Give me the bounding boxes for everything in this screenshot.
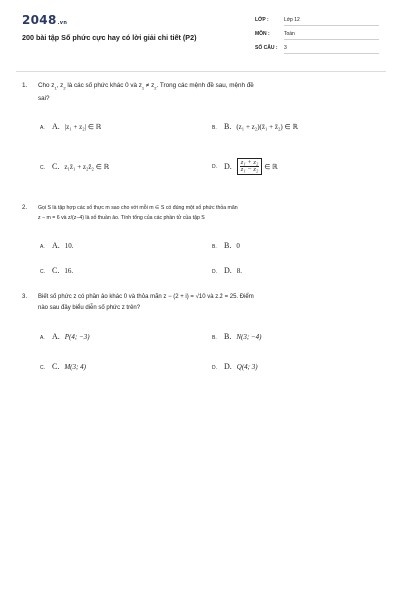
- question-number: 1.: [22, 82, 28, 89]
- option-2a[interactable]: A. A. 10.: [40, 241, 74, 250]
- meta-count: [255, 45, 379, 54]
- option-2c[interactable]: C. C. 16.: [40, 266, 74, 275]
- header-divider: [16, 71, 386, 72]
- option-2b[interactable]: B. B. 0: [212, 241, 240, 250]
- meta-class-label: LỚP :: [255, 17, 269, 23]
- question-text-line2: z − m = 6 và z/(z−4) là số thuần ảo. Tính tổng của các phần tử của tập S: [38, 215, 205, 221]
- question-3: [22, 292, 378, 314]
- option-2d[interactable]: D. D. 8.: [212, 266, 243, 275]
- option-1c[interactable]: C. C. z₁z̄₁ + z₂z̄₂ ∈ ℝ: [40, 162, 110, 171]
- option-1d[interactable]: D. D. $\frac{\text{z₁ + z₂}}{\text{z₁ − z₂}}$ ∈ ℝ: [212, 159, 278, 173]
- logo-main: 2048: [22, 13, 57, 27]
- question-1: [22, 80, 378, 104]
- meta-subject: [255, 31, 379, 40]
- meta-count-label: SỐ CÂU :: [255, 45, 278, 51]
- question-2: [22, 203, 378, 223]
- option-3d[interactable]: D. D. Q(4; 3): [212, 362, 258, 371]
- question-number: 2.: [22, 205, 28, 211]
- option-1a[interactable]: A. A. |z₁ + z₂| ∈ ℝ: [40, 122, 102, 131]
- meta-subject-label: MÔN :: [255, 31, 270, 37]
- page-header: [0, 0, 400, 62]
- site-logo[interactable]: [22, 13, 67, 27]
- question-text-line2: sai?: [38, 95, 50, 103]
- option-3b[interactable]: B. B. N(3; −4): [212, 332, 262, 341]
- question-number: 3.: [22, 294, 28, 300]
- option-3a[interactable]: A. A. P(4; −3): [40, 332, 90, 341]
- meta-count-value: 3: [284, 45, 379, 54]
- option-3c[interactable]: C. C. M(3; 4): [40, 362, 86, 371]
- meta-class: [255, 17, 379, 26]
- fraction-box: $\frac{\text{z₁ + z₂}}{\text{z₁ − z₂}}$: [237, 158, 262, 175]
- meta-subject-value: Toán: [284, 31, 379, 40]
- question-text: Cho $z_1$, $z_2$ là các số phức khác 0 và $z_1 \ne z_2$. Trong các mệnh đề sau, mệnh đề: [38, 82, 254, 91]
- option-1b[interactable]: B. B. (z₁ + z₂)(z̄₁ + z̄₂) ∈ ℝ: [212, 122, 298, 131]
- document-title: 200 bài tập Số phức cực hay có lời giải chi tiết (P2): [22, 33, 197, 42]
- logo-tld: .vn: [57, 20, 68, 26]
- question-text-line2: nào sau đây biểu diễn số phức z trên?: [38, 305, 141, 311]
- question-text: Gọi S là tập hợp các số thực m sao cho với mỗi m ∈ S có đúng một số phức thỏa mãn: [38, 205, 238, 211]
- question-text: Biết số phức z có phần ảo khác 0 và thỏa mãn z − (2 + i) = √10 và z.z̄ = 25. Điểm: [38, 294, 254, 300]
- meta-class-value: Lớp 12: [284, 17, 379, 26]
